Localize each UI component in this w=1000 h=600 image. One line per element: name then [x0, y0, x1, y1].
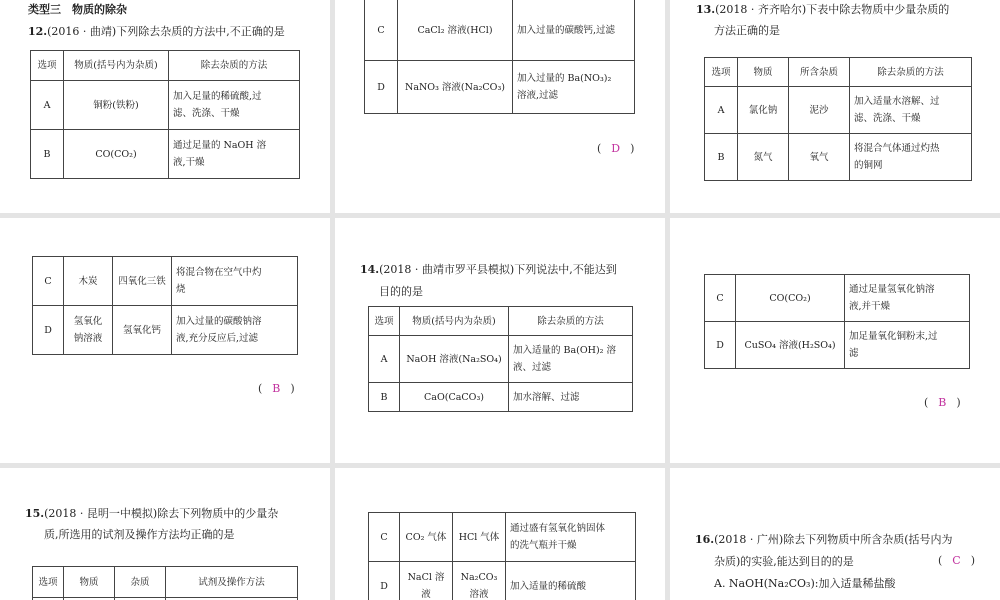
tile-q13-cont — [0, 218, 330, 463]
question-13-stem: 13.(2018 · 齐齐哈尔)下表中除去物质中少量杂质的 — [696, 3, 950, 16]
table-row: B CO(CO₂) 通过足量的 NaOH 溶 液,干燥 — [31, 130, 300, 179]
table-row: A NaOH 溶液(Na₂SO₄) 加入适量的 Ba(OH)₂ 溶 液、过滤 — [369, 336, 633, 383]
q14-table: 选项 物质(括号内为杂质) 除去杂质的方法 A NaOH 溶液(Na₂SO₄) 加入适量的 Ba(OH)₂ 溶 液、过滤 B CaO(CaCO₃) 加水溶解、过滤 — [368, 306, 633, 412]
answer-q12: ( D ) — [597, 142, 635, 155]
question-15-stem: 15.(2018 · 昆明一中模拟)除去下列物质中的少量杂 — [25, 507, 279, 520]
table-row: A 氯化钠 泥沙 加入适量水溶解、过 滤、洗涤、干燥 — [705, 87, 972, 134]
q15-table: 选项 物质 杂质 试剂及操作方法 — [32, 566, 298, 600]
q14-table-cont — [704, 274, 970, 369]
tile-q14: 14.(2018 · 曲靖市罗平县模拟)下列说法中,不能达到 目的的是 选项 物质(括号内为杂质) 除去杂质的方法 A NaOH 溶液(Na₂SO₄) 加入适量的 Ba(OH)₂ 溶 液、过滤 B CaO(CaCO₃) 加水溶解、过滤 — [335, 218, 665, 463]
q13-table: 选项 物质 所含杂质 除去杂质的方法 A 氯化钠 泥沙 加入适量水溶解、过 滤、洗涤、干燥 B 氮气 氧气 将混合气体通过灼热 的铜网 — [704, 57, 972, 181]
question-12-stem: 12.(2016 · 曲靖)下列除去杂质的方法中,不正确的是 — [28, 25, 285, 38]
tile-q15: 15.(2018 · 昆明一中模拟)除去下列物质中的少量杂 质,所选用的试剂及操作方法均正确的是 选项 物质 杂质 试剂及操作方法 — [0, 468, 330, 600]
table-row: C CaCl₂ 溶液(HCl) 加入过量的碳酸钙,过滤 — [365, 0, 635, 61]
table-row: C CO₂ 气体 HCl 气体 通过盛有氢氧化钠固体 的洗气瓶并干燥 — [369, 513, 636, 562]
tile-q16: 16.(2018 · 广州)除去下列物质中所含杂质(括号内为 杂质)的实验,能达到目的的是 ( C ) A. NaOH(Na₂CO₃):加入适量稀盐酸 — [670, 468, 1000, 600]
q13-table-cont — [32, 256, 298, 355]
tile-q15-cont — [335, 468, 665, 600]
table-row: D CuSO₄ 溶液(H₂SO₄) 加足量氧化铜粉末,过 滤 — [705, 322, 970, 369]
option-a: A. NaOH(Na₂CO₃):加入适量稀盐酸 — [714, 577, 896, 590]
question-16-stem: 16.(2018 · 广州)除去下列物质中所含杂质(括号内为 — [695, 533, 953, 546]
answer-q13: ( B ) — [258, 382, 295, 395]
question-14-stem: 14.(2018 · 曲靖市罗平县模拟)下列说法中,不能达到 — [360, 263, 617, 276]
table-row: B 氮气 氧气 将混合气体通过灼热 的铜网 — [705, 134, 972, 181]
table-row: D NaCl 溶液 Na₂CO₃ 溶液 加入适量的稀硫酸 — [369, 562, 636, 600]
table-row: C 木炭 四氧化三铁 将混合物在空气中灼 烧 — [33, 257, 298, 306]
table-row: C CO(CO₂) 通过足量氢氧化钠溶 液,并干燥 — [705, 275, 970, 322]
tile-q14-cont — [670, 218, 1000, 463]
tile-q13: 13.(2018 · 齐齐哈尔)下表中除去物质中少量杂质的 方法正确的是 选项 物质 所含杂质 除去杂质的方法 A 氯化钠 泥沙 加入适量水溶解、过 滤、洗涤、干燥 B 氮气 氧气 将混合气体通过灼热 的铜网 — [670, 0, 1000, 213]
header-cell: 选项 — [31, 51, 64, 81]
section-title: 类型三 物质的除杂 — [28, 3, 127, 16]
answer-q16: ( C ) — [938, 554, 976, 567]
q12-table — [30, 50, 300, 179]
question-number: 12. — [28, 25, 48, 38]
table-row: B CaO(CaCO₃) 加水溶解、过滤 — [369, 383, 633, 412]
q12-table-cont — [364, 0, 635, 114]
tile-q12 — [0, 0, 330, 213]
table-row: D NaNO₃ 溶液(Na₂CO₃) 加入过量的 Ba(NO₃)₂ 溶液,过滤 — [365, 61, 635, 114]
tile-q12-cont — [335, 0, 665, 213]
header-cell: 物质(括号内为杂质) — [64, 51, 169, 81]
table-row: A 铜粉(铁粉) 加入足量的稀硫酸,过 滤、洗涤、干燥 — [31, 81, 300, 130]
q15-table-cont — [368, 512, 636, 600]
header-cell: 除去杂质的方法 — [169, 51, 300, 81]
answer-q14: ( B ) — [924, 396, 961, 409]
table-row: D 氢氧化 钠溶液 氢氧化钙 加入过量的碳酸钠溶 液,充分反应后,过滤 — [33, 306, 298, 355]
